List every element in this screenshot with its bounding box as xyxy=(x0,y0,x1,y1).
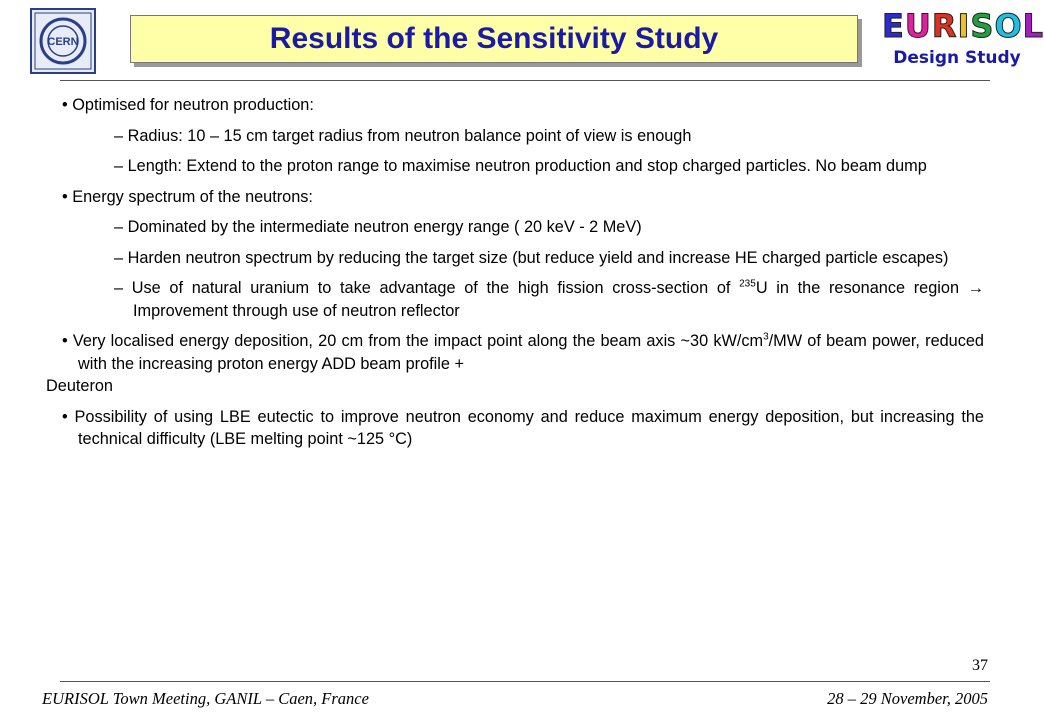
footer-date: 28 – 29 November, 2005 xyxy=(827,689,988,708)
title-box xyxy=(130,15,858,63)
page-title: Results of the Sensitivity Study xyxy=(269,22,719,55)
bullet-energy-deposition xyxy=(46,330,984,398)
footer-divider xyxy=(60,681,990,682)
sub-bullet-dominated: – Dominated by the intermediate neutron energy range ( 20 keV - 2 MeV) xyxy=(114,218,642,236)
bullet-neutron-production: • Optimised for neutron production: xyxy=(62,96,314,114)
page-number: 37 xyxy=(972,657,988,674)
eurisol-logo xyxy=(882,7,1044,74)
uranium-text-pre: – Use of natural uranium to take advantage of the high fission cross-section of xyxy=(114,279,740,297)
isotope-superscript: 235 xyxy=(739,278,756,290)
cern-logo xyxy=(30,8,96,74)
eurisol-letter: R xyxy=(931,7,958,45)
eurisol-wordmark xyxy=(882,7,1044,45)
eurisol-letter: E xyxy=(882,7,905,45)
uranium-text-post: U in the resonance region → Improvement through use of neutron reflector xyxy=(133,279,984,320)
eurisol-letter: U xyxy=(904,7,932,45)
deposition-text-end: Deuteron xyxy=(46,377,113,395)
footer-event: EURISOL Town Meeting, GANIL – Caen, France xyxy=(42,689,369,708)
deposition-text-mid: /MW of beam power, reduced with the increasing proton energy ADD beam profile + xyxy=(78,332,984,373)
header-divider xyxy=(60,80,990,81)
slide-body xyxy=(46,94,984,451)
sub-bullet-harden: – Harden neutron spectrum by reducing the target size (but reduce yield and increase HE charged particle escapes) xyxy=(114,248,949,267)
sub-bullet-length: – Length: Extend to the proton range to maximise neutron production and stop charged particles. No beam dump xyxy=(114,157,927,175)
eurisol-letter: L xyxy=(1022,7,1044,45)
deposition-text-pre: • Very localised energy deposition, 20 cm from the impact point along the beam axis ~30 kW/cm xyxy=(62,332,764,350)
sub-bullet-radius: – Radius: 10 – 15 cm target radius from neutron balance point of view is enough xyxy=(114,126,692,145)
cern-logo-text: CERN xyxy=(47,36,79,48)
eurisol-letter: O xyxy=(994,7,1023,45)
eurisol-subtitle: Design Study xyxy=(893,48,1021,68)
unit-superscript: 3 xyxy=(763,331,769,343)
eurisol-letter: I xyxy=(957,7,971,45)
bullet-lbe-eutectic: • Possibility of using LBE eutectic to improve neutron economy and reduce maximum energy deposition, but increasing the technical difficulty (LBE melting point ~125 °C) xyxy=(62,407,984,448)
sub-bullet-natural-uranium xyxy=(62,277,984,322)
eurisol-letter: S xyxy=(970,7,995,45)
bullet-energy-spectrum: • Energy spectrum of the neutrons: xyxy=(62,187,313,206)
